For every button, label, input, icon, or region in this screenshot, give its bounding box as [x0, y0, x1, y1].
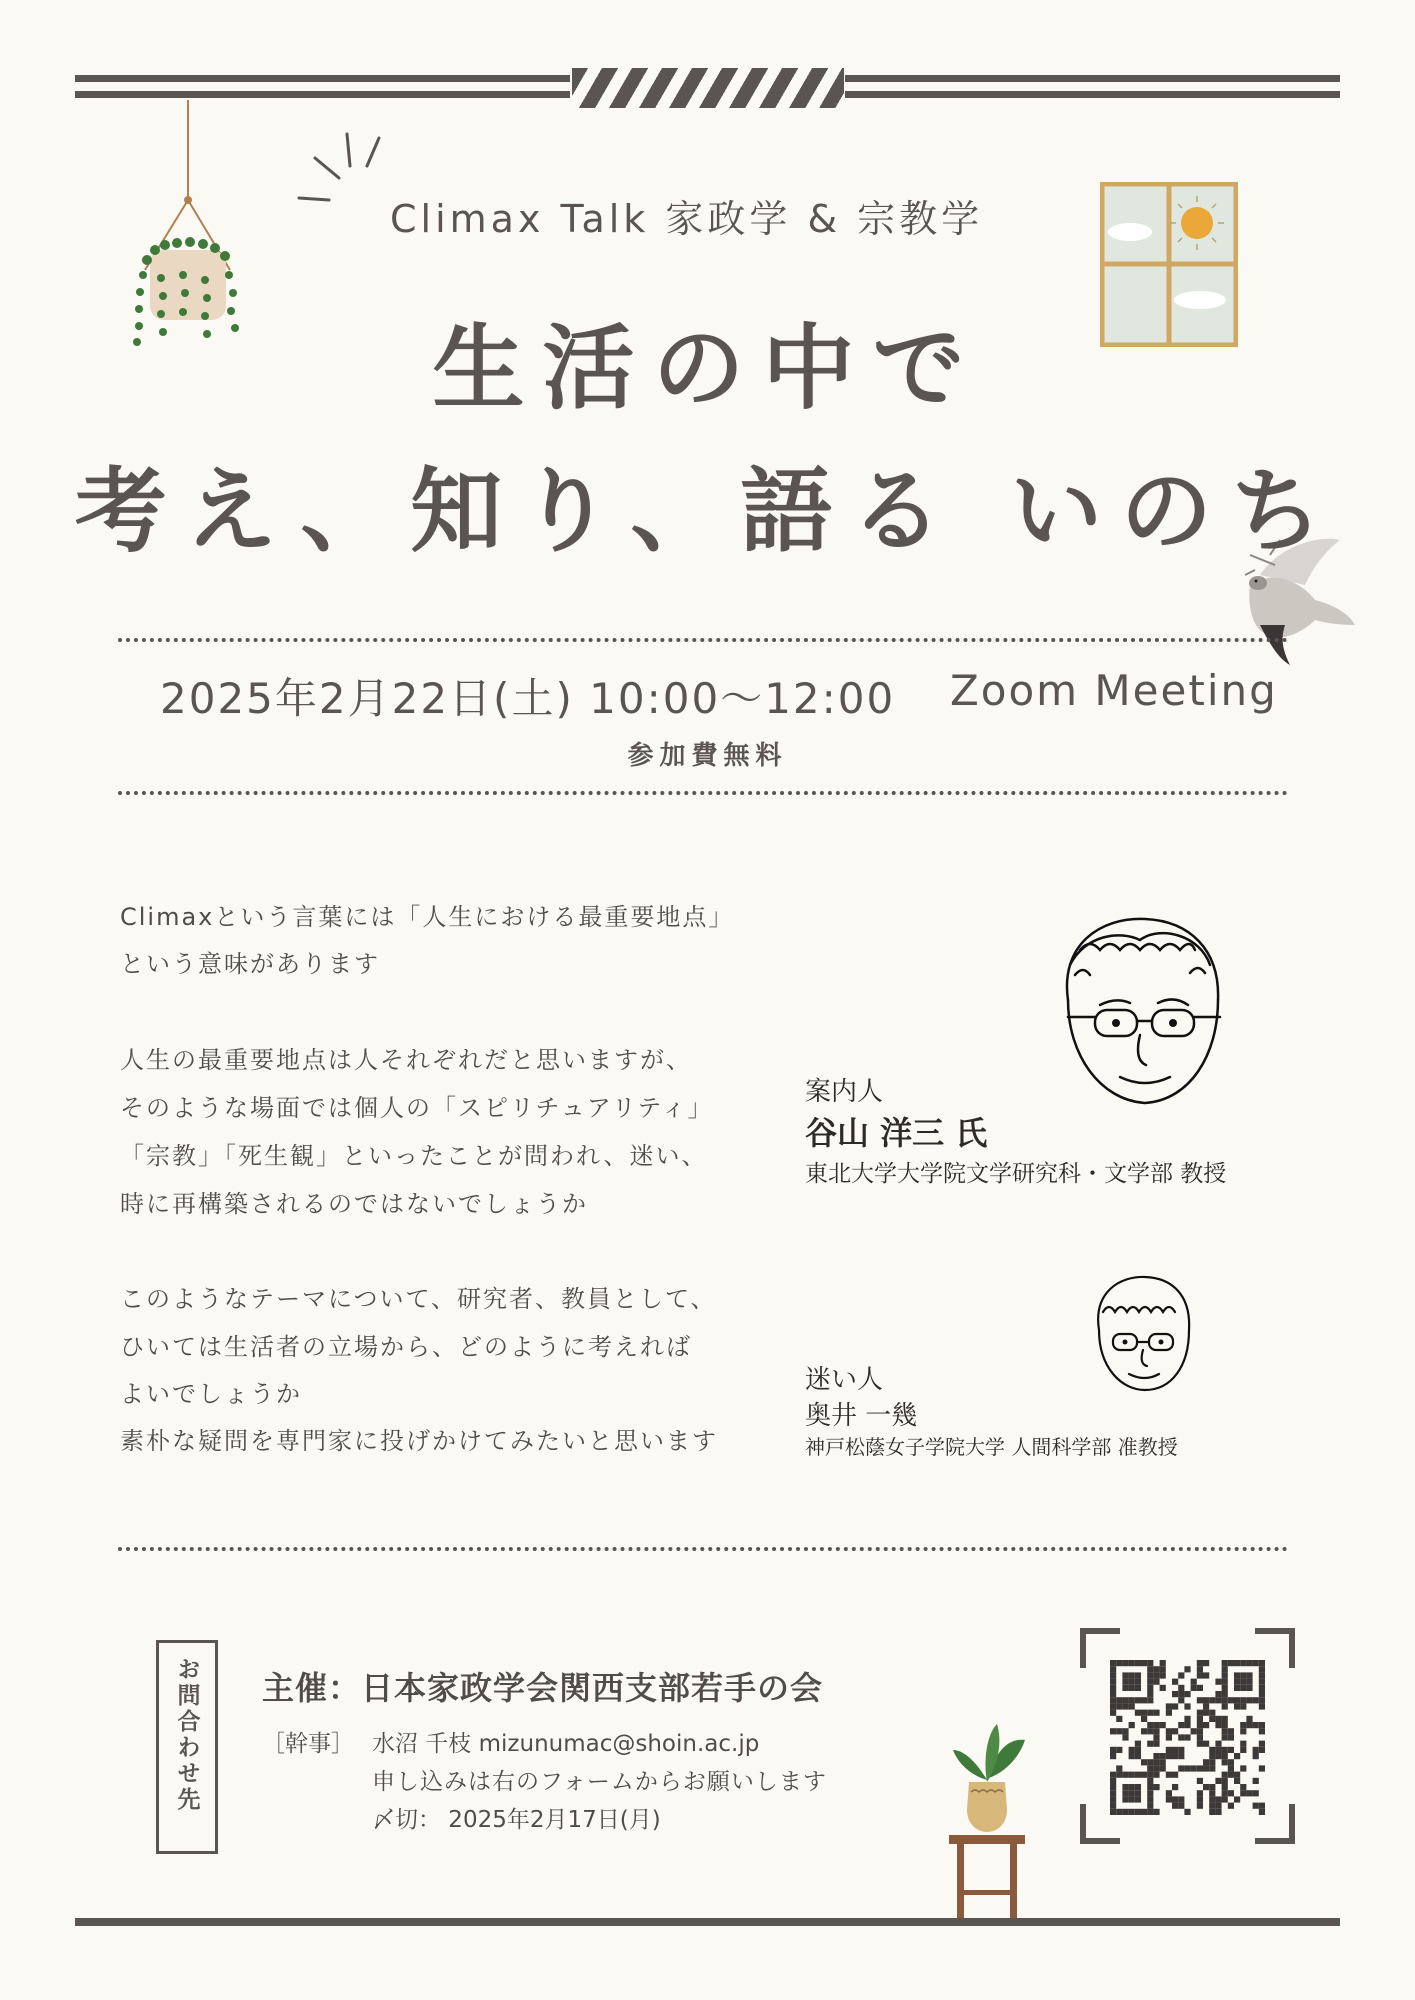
- top-rule-upper-right: [845, 75, 1340, 82]
- description-line: 時に再構築されるのではないでしょうか: [120, 1190, 588, 1218]
- potted-plant-illustration: [945, 1720, 1030, 1925]
- guide-portrait-sketch: [1040, 905, 1240, 1120]
- guide-role: 案内人: [805, 1077, 884, 1107]
- lost-affiliation: 神戸松蔭女子学院大学 人間科学部 准教授: [805, 1435, 1178, 1459]
- divider-middle: [118, 791, 1288, 795]
- divider-top: [118, 638, 1288, 642]
- lost-role: 迷い人: [805, 1365, 884, 1395]
- guide-name: 谷山 洋三 氏: [805, 1114, 988, 1152]
- description-line: ひいては生活者の立場から、どのように考えれば: [120, 1333, 692, 1361]
- registration-qr-code[interactable]: [1080, 1628, 1295, 1844]
- contact-box-label: お問合わせ先: [173, 1657, 200, 1813]
- description-line: Climaxという言葉には「人生における最重要地点」: [120, 903, 735, 931]
- event-venue: Zoom Meeting: [950, 666, 1278, 715]
- description-line: このようなテーマについて、研究者、教員として、: [120, 1285, 717, 1313]
- striped-ornament: [572, 68, 844, 108]
- top-rule-lower-right: [845, 91, 1340, 98]
- lost-person-portrait-sketch: [1085, 1272, 1200, 1397]
- event-fee: 参加費無料: [627, 741, 788, 771]
- deadline: 〆切： 2025年2月17日(月): [372, 1807, 661, 1833]
- guide-affiliation: 東北大学大学院文学研究科・文学部 教授: [805, 1161, 1227, 1187]
- title-line-2: 考え、知り、語る いのち: [74, 458, 1341, 565]
- event-subtitle: Climax Talk 家政学 & 宗教学: [390, 197, 984, 241]
- description-line: 人生の最重要地点は人それぞれだと思いますが、: [120, 1046, 692, 1074]
- description-line: よいでしょうか: [120, 1380, 302, 1408]
- top-rule-lower-left: [75, 91, 570, 98]
- lost-name: 奥井 一幾: [805, 1401, 918, 1431]
- divider-bottom: [118, 1547, 1288, 1551]
- sparkle-lines-decoration: [295, 130, 395, 205]
- description-line: 素朴な疑問を専門家に投げかけてみたいと思います: [120, 1427, 718, 1455]
- organizer: 主催：日本家政学会関西支部若手の会: [262, 1669, 824, 1707]
- bottom-rule: [75, 1918, 1340, 1926]
- title-line-1: 生活の中で: [432, 315, 983, 422]
- secretary-label: ［幹事］: [262, 1731, 354, 1757]
- description-line: 「宗教」「死生観」といったことが問われ、迷い、: [120, 1142, 708, 1170]
- event-datetime: 2025年2月22日(土) 10:00〜12:00: [160, 674, 896, 723]
- form-note: 申し込みは右のフォームからお願いします: [372, 1769, 827, 1795]
- description-line: という意味があります: [120, 950, 380, 978]
- description-line: そのような場面では個人の「スピリチュアリティ」: [120, 1094, 714, 1122]
- secretary-contact: 水沼 千枝 mizunumac@shoin.ac.jp: [372, 1731, 760, 1757]
- contact-box: [156, 1640, 218, 1854]
- top-rule-upper-left: [75, 75, 570, 82]
